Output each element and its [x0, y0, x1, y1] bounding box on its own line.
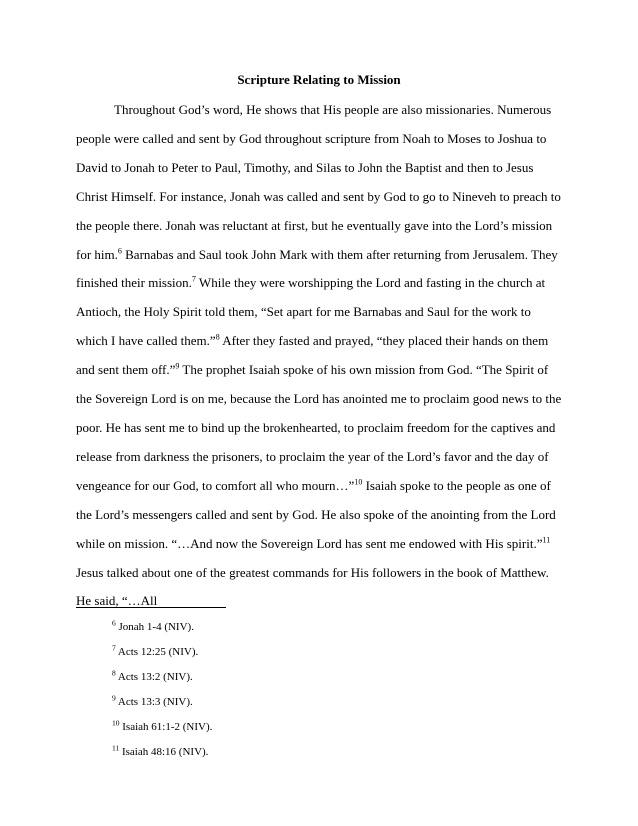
footnote-ref: 9: [175, 361, 180, 371]
footnote-text: Jonah 1-4 (NIV).: [118, 621, 194, 633]
footnote-number: 11: [112, 743, 120, 753]
footnote-number: 6: [112, 618, 116, 628]
footnote-number: 8: [112, 668, 116, 678]
paragraph-text: Jesus talked about one of the greatest commands for His followers in the book of Matthew. He said, “…All: [76, 564, 549, 609]
paragraph-text: Throughout God’s word, He shows that His people are also missionaries. Numerous people were called and sent by God throughout scripture from Noah to Moses to Joshua to David to Jonah to Peter to Paul, Timothy, and Silas to John the Baptist and then to Jesus Christ Himself. For instance, Jonah was called and sent by God to go to Nineveh to preach to the people there. Jonah was reluctant at first, but he eventually gave into the Lord’s mission for him.: [76, 102, 561, 262]
paragraph-text: After they fasted and prayed, “they placed their hands on them and sent them off.”: [76, 333, 549, 378]
page-title: Scripture Relating to Mission: [237, 72, 401, 87]
footnote-text: Acts 12:25 (NIV).: [117, 646, 199, 658]
footnote-text: Acts 13:3 (NIV).: [117, 696, 193, 708]
footnote-number: 9: [112, 693, 116, 703]
footnote-text: Acts 13:2 (NIV).: [117, 671, 193, 683]
paragraph-text: The prophet Isaiah spoke of his own mission from God. “The Spirit of the Sovereign Lord is on me, because the Lord has anointed me to proclaim good news to the poor. He has sent me to bind up the brokenhearted, to proclaim freedom for the captives and release from darkness the prisoners, to proclaim the year of the Lord’s favor and the day of vengeance for our God, to comfort all who mourn…”: [76, 362, 562, 493]
footnote-ref: 8: [215, 332, 220, 342]
footnote-text: Isaiah 61:1-2 (NIV).: [122, 721, 213, 733]
footnote-ref: 10: [354, 477, 363, 487]
footnote-ref: 11: [542, 535, 551, 545]
footnote-item: [112, 690, 552, 715]
footnote-item: [112, 715, 552, 740]
footnote-ref: 7: [191, 275, 196, 285]
paragraph-text: While they were worshipping the Lord and fasting in the church at Antioch, the Holy Spirit told them, “Set apart for me Barnabas and Saul for the work to which I have called them.”: [76, 275, 546, 349]
footnote-list: [112, 615, 552, 765]
footnote-item: [112, 740, 552, 765]
footnote-item: [112, 640, 552, 665]
footnote-item: [112, 665, 552, 690]
paragraph-text: Barnabas and Saul took John Mark with them after returning from Jerusalem. They finished their mission.: [76, 246, 558, 291]
footnote-ref: 6: [117, 246, 122, 256]
footnote-text: Isaiah 48:16 (NIV).: [121, 746, 209, 758]
body-paragraph: [76, 96, 564, 616]
footnote-number: 7: [112, 643, 116, 653]
paragraph-text: Isaiah spoke to the people as one of the Lord’s messengers called and sent by God. He also spoke of the anointing from the Lord while on mission. “…And now the Sovereign Lord has sent me endowed with His spirit.”: [76, 477, 556, 551]
footnote-number: 10: [112, 718, 120, 728]
footnote-separator: [76, 607, 226, 608]
footnote-item: [112, 615, 552, 640]
